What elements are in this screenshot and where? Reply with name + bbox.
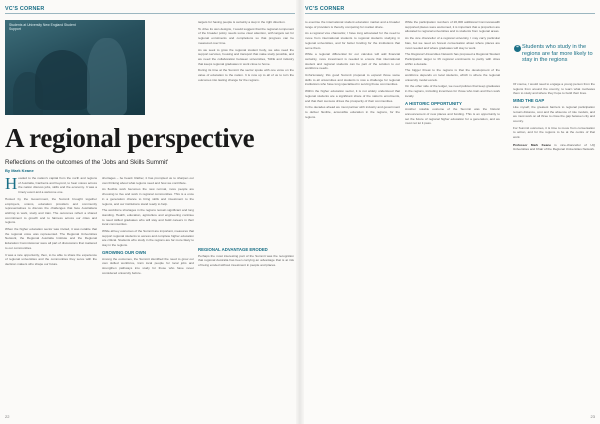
subhead-mind-the-gap: MIND THE GAP <box>513 98 545 104</box>
paragraph: While a regional differential for our calculus will add financial certainty, more investment is needed to ensure that international student and regional students can be part of the solution to our workforce needs. <box>305 52 400 71</box>
left-header-rule <box>5 13 295 14</box>
paragraph: To drive its own designs, I would suggest that the regional component of the broader policy needs some clear attention, with targets set for regional enrolments and completions so that progress can be measured over time. <box>198 26 294 45</box>
paragraph: While all key outcomes of the Summit are important, measures that support regional students to access and complete higher education are critical. Students who study in the regions are far more likely to stay in the regions. <box>102 229 194 248</box>
page-gutter <box>296 0 304 424</box>
paragraph: Unfortunately, this good Summit proposal to expand those same skills to all universities and students is now a challenge for regional institutions who have long specialised in serving those communities. <box>305 73 400 87</box>
right-header-rule <box>305 13 595 14</box>
standfirst: Reflections on the outcomes of the 'Jobs and Skills Summit' <box>5 159 169 166</box>
paragraph: The workforce shortages in the regions remain significant and long standing. Health, education, agriculture and engineering continue to need skilled graduates who will stay and build careers in their local communities. <box>102 208 194 227</box>
paragraph: Like myself, the greatest barriers to regional participation remain distance, cost and the absence of role models, and we must work on all three to close the gap between city and country. <box>513 104 595 123</box>
subhead-regional-advantage: REGIONAL ADVANTAGE ERODED <box>198 247 268 252</box>
paragraph: On the other side of the ledger, we need policies that keep graduates in the regions, including incentives for those who train and then work locally. <box>405 84 500 98</box>
drop-cap: H <box>5 174 18 193</box>
paragraph: For Summit outcomes, it is time to move from conversation to action, and for the regions to be at the centre of that work. <box>513 125 595 140</box>
right-col-2 <box>405 20 500 126</box>
paragraph: targets for having people is certainly a step in the right direction. <box>198 20 286 24</box>
paragraph: Another notable outcome of the Summit was the historic announcement of new places and funding. This is an opportunity to set the future of regional higher education for a generation, and we must not let it pass. <box>405 107 500 126</box>
right-col-3 <box>513 82 595 152</box>
left-page-number: 22 <box>5 414 10 419</box>
right-col-1 <box>305 20 400 119</box>
photo-caption: Students at University New England Student Support <box>9 23 76 31</box>
paragraph: The Regional Universities Network has proposed a Regional Student Participation target to lift regional enrolments to parity with cities within a decade. <box>405 52 500 66</box>
headline: A regional perspective <box>5 123 255 153</box>
left-col-1 <box>5 176 97 267</box>
paragraph: In the decades ahead we must partner with industry and government to deliver flexible, accessible education in the regions, for the regions. <box>305 105 400 119</box>
paragraph: As flexible work becomes the new normal, more people are choosing to live and work in regional communities. This is a once in a generation chance to bring skills and investment to the regions, and our institutions stand ready to help. <box>102 187 194 206</box>
paragraph: As a regional vice chancellor, I have long advocated for the need to move from international students to regional students studying in regional universities, and for better funding for the institutions that serve them. <box>305 31 400 50</box>
paragraph: shortages – be heard. Rather, it has prompted us to sharpen our own thinking about what regions need and how we contribute. <box>102 176 194 185</box>
left-col-3-bottom <box>198 245 294 268</box>
left-page-header: VC'S CORNER <box>5 6 45 12</box>
quote-icon: ❝ <box>514 45 521 52</box>
paragraph: While the participation numbers of 20,000 additional Commonwealth supported places were welcomed, it is important that a proportion are allocated to regional universities and to students from regional areas. <box>405 20 500 34</box>
paragraph: Of course, I would need to engage a young person from the regions from around the country, to learn what motivates them to study and where they hope to build their lives. <box>513 82 595 96</box>
intro-paragraph <box>5 176 97 195</box>
paragraph: It was a rare opportunity, then, to be able to share the experience of regional universities and the communities they serve with the decision makers who shape our future. <box>5 252 97 266</box>
subhead-growing-our-own: GROWING OUR OWN <box>102 249 146 255</box>
paragraph: Within the higher education sector, it is not widely understood that regional students are a significant share of the nation's enrolments, and that their success drives the prosperity of their communities. <box>305 89 400 103</box>
right-page-header: VC'S CORNER <box>305 6 345 12</box>
paragraph: As the vice chancellor of a regional university, I may carry particular bias, but we need an honest conversation about where places are most needed and where graduates will stay to work. <box>405 36 500 50</box>
paragraph: Hosted by the Government, the Summit brought together employers, unions, education providers and community representatives to discuss the challenges that face Australians wishing to work, study and train. The outcomes reflect a shared commitment to growth and to fairness across our cities and regions. <box>5 196 97 225</box>
bio-text: is vice-chancellor of UQ Universities and Chair of the Regional Universities Network. <box>513 142 595 152</box>
paragraph: Among the outcomes, the Summit identified the need to grow our own skilled workforce, train local people for local jobs and strengthen pathways into study for those who have never considered university before. <box>102 256 194 275</box>
bio-name: Professor Mark Keane <box>513 142 551 147</box>
byline: By Mark Keane <box>5 168 34 173</box>
photo-figure-center <box>35 50 90 110</box>
paragraph: Perhaps the most interesting part of the Summit was the recognition that regional Australia has been carrying an advantage that is at risk of being eroded without investment in people and places. <box>198 253 294 268</box>
photo-figure-right <box>87 38 127 115</box>
paragraph: When the higher education sector was invited, it was notable that the regional voice was represented. The Regional Universities Network, the Regional Australia Institute and the Regional Education Commissioner were all part of discussions that mattered to our communities. <box>5 227 97 250</box>
intro-text: eaded to the nation's capital from the north and regions of Australia, Canberra and beyond, to hear voices across the nation discuss jobs, skills and the economy. It was a timely event and a welcome one. <box>18 176 97 195</box>
student-photo <box>5 20 145 115</box>
pull-quote: Students who study in the regions are far more likely to stay in the regions <box>522 44 593 64</box>
paragraph: to exercise the international student education market and a broader range of providers is thereby competing for market share. <box>305 20 400 29</box>
paragraph: During its time at the Summit the sector spoke with one voice on the value of education to the nation. It is now up to all of us to turn the outcomes into lasting change for the regions. <box>198 68 294 82</box>
left-col-3-top <box>198 20 294 82</box>
subhead-historic-opportunity: A HISTORIC OPPORTUNITY <box>405 100 462 106</box>
paragraph: The bigger threat to the regions is that the development of the workforce depends on local students, which is where the regional university model excels. <box>405 68 500 82</box>
left-col-2 <box>102 176 194 275</box>
paragraph: As we seek to grow the regional student body, we also need the support services, housing and transport that make study possible, and we need the collaboration between universities, TAFE and industry that keeps regional graduates in work close to home. <box>198 47 294 66</box>
right-page-number: 23 <box>590 414 595 419</box>
author-bio <box>513 143 595 152</box>
